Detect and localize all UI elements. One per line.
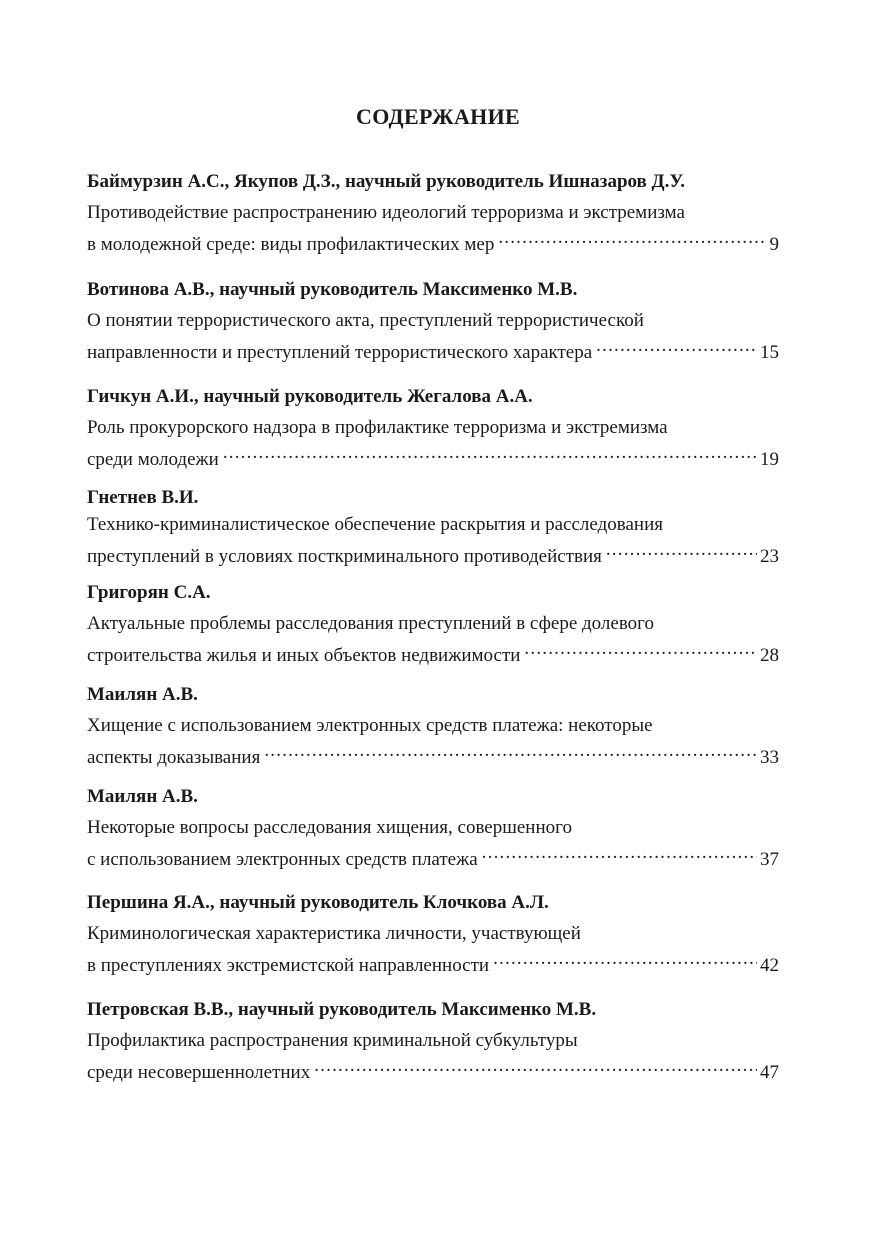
toc-entry-title-line: Криминологическая характеристика личности, участвующей <box>87 923 581 944</box>
dot-leader <box>524 636 757 661</box>
toc-entry <box>87 170 779 257</box>
toc-entry-title-last-line <box>87 440 779 472</box>
toc-entry-page-number: 15 <box>760 342 779 363</box>
toc-entry-title-line: Актуальные проблемы расследования преступлений в сфере долевого <box>87 613 654 634</box>
toc-entry <box>87 998 779 1085</box>
toc-entry <box>87 385 779 472</box>
toc-entry-title-line: среди молодежи <box>87 449 219 470</box>
toc-entry-title-line: Роль прокурорского надзора в профилактике терроризма и экстремизма <box>87 417 668 438</box>
toc-entry-author: Гнетнев В.И. <box>87 487 199 508</box>
toc-entry-author: Маилян А.В. <box>87 786 198 807</box>
toc-entry-title-line: аспекты доказывания <box>87 747 261 768</box>
toc-entry-title-last-line <box>87 225 779 257</box>
toc-entry-title-line: в преступлениях экстремистской направленности <box>87 955 490 976</box>
toc-entry-page-number: 33 <box>760 747 779 768</box>
toc-entry-page-number: 9 <box>769 234 779 255</box>
toc-entry-page-number: 28 <box>760 645 779 666</box>
toc-entry-title-last-line <box>87 946 779 978</box>
toc-entry-page-number: 19 <box>760 449 779 470</box>
toc-entry-author: Гичкун А.И., научный руководитель Жегалова А.А. <box>87 386 533 407</box>
toc-entry <box>87 683 779 770</box>
dot-leader <box>606 537 757 562</box>
toc-entry-title-line: Профилактика распространения криминальной субкультуры <box>87 1030 578 1051</box>
toc-entry <box>87 486 779 569</box>
toc-entry-title-last-line <box>87 738 779 770</box>
toc-entry <box>87 581 779 668</box>
toc-entry-title-last-line <box>87 1053 779 1085</box>
toc-entry-author: Григорян С.А. <box>87 582 211 603</box>
toc-entry-title-line: Некоторые вопросы расследования хищения, совершенного <box>87 817 572 838</box>
toc-entry-page-number: 42 <box>760 955 779 976</box>
toc-entry-title-line: Технико-криминалистическое обеспечение раскрытия и расследования <box>87 514 663 535</box>
toc-entry-title-line: Противодействие распространению идеологий терроризма и экстремизма <box>87 202 685 223</box>
toc-entry <box>87 278 779 365</box>
toc-entry-title-last-line <box>87 840 779 872</box>
dot-leader <box>223 440 757 465</box>
toc-entry-page-number: 47 <box>760 1062 779 1083</box>
toc-entry-title-line: строительства жилья и иных объектов недвижимости <box>87 645 521 666</box>
toc-entry-page-number: 23 <box>760 546 779 567</box>
toc-entry-title-line: в молодежной среде: виды профилактических мер <box>87 234 495 255</box>
dot-leader <box>264 738 757 763</box>
toc-entry-page-number: 37 <box>760 849 779 870</box>
dot-leader <box>493 946 757 971</box>
toc-entry-title-last-line <box>87 537 779 569</box>
toc-entry-title-line: среди несовершеннолетних <box>87 1062 311 1083</box>
dot-leader <box>482 840 757 865</box>
toc-entry-author: Маилян А.В. <box>87 684 198 705</box>
toc-entry-author: Петровская В.В., научный руководитель Максименко М.В. <box>87 999 597 1020</box>
page-title: СОДЕРЖАНИЕ <box>356 104 520 129</box>
toc-entry-title-line: О понятии террористического акта, преступлений террористической <box>87 310 644 331</box>
toc-entry-author: Першина Я.А., научный руководитель Клочкова А.Л. <box>87 892 549 913</box>
toc-entry <box>87 785 779 872</box>
dot-leader <box>596 333 757 358</box>
toc-entry-title-last-line <box>87 333 779 365</box>
dot-leader <box>314 1053 757 1078</box>
toc-entry-title-last-line <box>87 636 779 668</box>
toc-entry-author: Вотинова А.В., научный руководитель Максименко М.В. <box>87 279 578 300</box>
toc-entry-title-line: с использованием электронных средств платежа <box>87 849 478 870</box>
toc-entry-title-line: преступлений в условиях посткриминального противодействия <box>87 546 602 567</box>
toc-entry <box>87 891 779 978</box>
toc-entry-title-line: направленности и преступлений террористического характера <box>87 342 593 363</box>
toc-entry-title-line: Хищение с использованием электронных средств платежа: некоторые <box>87 715 653 736</box>
toc-entry-author: Баймурзин А.С., Якупов Д.З., научный руководитель Ишназаров Д.У. <box>87 171 685 192</box>
dot-leader <box>498 225 766 250</box>
